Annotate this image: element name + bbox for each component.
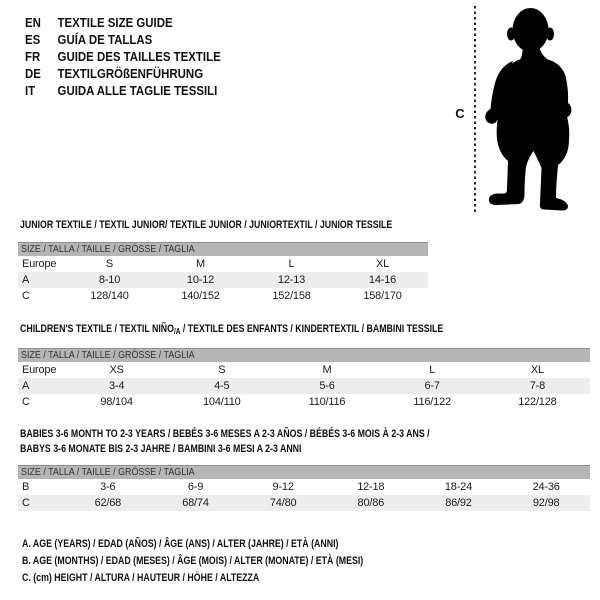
language-row [25, 14, 221, 31]
table-row [18, 394, 590, 410]
title-text: JUNIOR TEXTILE / TEXTIL JUNIOR/ TEXTILE JUNIOR / JUNIORTEXTIL / JUNIOR TESSILE [20, 219, 393, 231]
size-table-section-babies [18, 427, 590, 511]
size-table-section-junior [18, 218, 428, 304]
legend-note: B. AGE (MONTHS) / EDAD (MESES) / ÂGE (MOIS) / ALTER (MONATE) / ETÀ (MESI) [22, 555, 364, 567]
size-value-cell: 122/128 [518, 396, 557, 408]
size-table [18, 465, 590, 511]
title-subscript: /A [173, 327, 181, 336]
size-value-cell: S [105, 258, 114, 270]
language-code: FR [25, 49, 41, 64]
size-value-cell: 140/152 [181, 290, 220, 302]
language-title: GUÍA DE TALLAS [57, 32, 153, 47]
height-dashed-line [474, 6, 476, 212]
size-table-section-children [18, 322, 590, 410]
table-row [18, 495, 590, 511]
size-value-cell: L [288, 258, 295, 270]
size-header-label: SIZE / TALLA / TAILLE / GRÖSSE / TAGLIA [21, 349, 195, 361]
table-header-row [18, 466, 590, 480]
size-value-cell: L [429, 364, 436, 376]
language-row [25, 48, 221, 65]
size-value-cell: 92/98 [502, 495, 590, 511]
title-text: BABIES 3-6 MONTH TO 2-3 YEARS / BEBÉS 3-6 MESES A 2-3 AÑOS / BÉBÉS 3-6 MOIS À 2-3 ANS / [20, 428, 430, 440]
size-value-cell: 18-24 [444, 481, 473, 493]
legend-note: C. (cm) HEIGHT / ALTURA / HAUTEUR / HÖHE / ALTEZZA [22, 572, 260, 584]
size-value-cell: 152/158 [272, 290, 311, 302]
language-row [25, 31, 221, 48]
size-value-cell: 14-16 [337, 272, 428, 288]
table-row [18, 479, 590, 495]
language-title: GUIDE DES TAILLES TEXTILE [57, 49, 221, 64]
table-title [20, 322, 476, 339]
size-header-label: SIZE / TALLA / TAILLE / GRÖSSE / TAGLIA [21, 466, 195, 478]
language-code: ES [25, 32, 41, 47]
table-title-line [20, 322, 476, 339]
size-value-cell: 80/86 [327, 495, 415, 511]
row-label-cell: Europe [22, 258, 57, 270]
table-header-bar [18, 243, 428, 257]
table-title [20, 218, 393, 233]
size-value-cell: 24-36 [532, 481, 560, 493]
size-value-cell: 6-9 [187, 481, 204, 493]
size-value-cell: M [196, 258, 205, 270]
legend-note: A. AGE (YEARS) / EDAD (AÑOS) / ÂGE (ANS) / ALTER (JAHRE) / ETÀ (ANNI) [22, 538, 339, 550]
size-value-cell: M [322, 364, 332, 376]
size-value-cell: XS [109, 364, 124, 376]
table-title-line [20, 442, 476, 457]
size-value-cell: 6-7 [380, 378, 485, 394]
row-label-cell: C [22, 290, 30, 302]
size-value-cell: 3-6 [100, 481, 116, 493]
table-row [18, 256, 428, 272]
size-value-cell: 10-12 [155, 272, 246, 288]
size-value-cell: 7-8 [485, 378, 590, 394]
language-row [25, 65, 221, 82]
table-row [18, 378, 590, 394]
size-header-label: SIZE / TALLA / TAILLE / GRÖSSE / TAGLIA [21, 243, 195, 255]
size-value-cell: 12-13 [246, 272, 337, 288]
size-value-cell: 4-5 [169, 378, 274, 394]
language-code: DE [25, 66, 41, 81]
size-value-cell: XL [375, 258, 390, 270]
language-code: EN [25, 15, 41, 30]
language-title: GUIDA ALLE TAGLIE TESSILI [57, 83, 218, 98]
size-value-cell: 86/92 [415, 495, 503, 511]
size-value-cell: 3-4 [64, 378, 169, 394]
size-value-cell: 12-18 [357, 481, 385, 493]
size-value-cell: 104/110 [203, 396, 241, 408]
table-header-bar [18, 466, 590, 480]
row-label-cell: C [18, 495, 64, 511]
row-label-cell: A [18, 272, 64, 288]
table-title-line [20, 218, 393, 233]
size-value-cell: XL [530, 364, 544, 376]
language-title: TEXTILGRÖßENFÜHRUNG [57, 66, 204, 81]
size-value-cell: 8-10 [64, 272, 155, 288]
size-value-cell: 128/140 [90, 290, 129, 302]
size-value-cell: S [218, 364, 226, 376]
table-title [20, 427, 476, 457]
table-header-bar [18, 349, 590, 363]
size-value-cell: 62/68 [64, 495, 152, 511]
size-value-cell: 110/116 [308, 396, 346, 408]
table-header-row [18, 349, 590, 363]
figure-height-label: C [455, 106, 465, 121]
title-text: CHILDREN'S TEXTILE / TEXTIL NIÑO [20, 323, 174, 335]
language-row [25, 82, 221, 99]
size-value-cell: 74/80 [239, 495, 327, 511]
size-value-cell: 9-12 [272, 481, 294, 493]
size-value-cell: 98/104 [100, 396, 133, 408]
row-label-cell: Europe [22, 364, 57, 376]
title-text: BABYS 3-6 MONATE BIS 2-3 JAHRE / BAMBINI 3-6 MESI A 2-3 ANNI [20, 443, 302, 455]
size-value-cell: 158/170 [363, 290, 402, 302]
size-value-cell: 116/122 [413, 396, 451, 408]
language-code: IT [25, 83, 36, 98]
language-title: TEXTILE SIZE GUIDE [57, 15, 173, 30]
table-row [18, 272, 428, 288]
row-label-cell: B [22, 481, 30, 493]
legend-notes [22, 536, 449, 587]
size-table [18, 348, 590, 410]
table-row [18, 362, 590, 378]
size-value-cell: 5-6 [274, 378, 379, 394]
title-text: / TEXTILE DES ENFANTS / KINDERTEXTIL / BAMBINI TESSILE [180, 323, 444, 335]
table-row [18, 288, 428, 304]
row-label-cell: A [18, 378, 64, 394]
toddler-silhouette-icon [481, 4, 593, 214]
row-label-cell: C [22, 396, 30, 408]
table-header-row [18, 243, 428, 257]
size-value-cell: 68/74 [152, 495, 240, 511]
size-table [18, 242, 428, 304]
table-title-line [20, 427, 476, 442]
language-list [25, 14, 247, 99]
